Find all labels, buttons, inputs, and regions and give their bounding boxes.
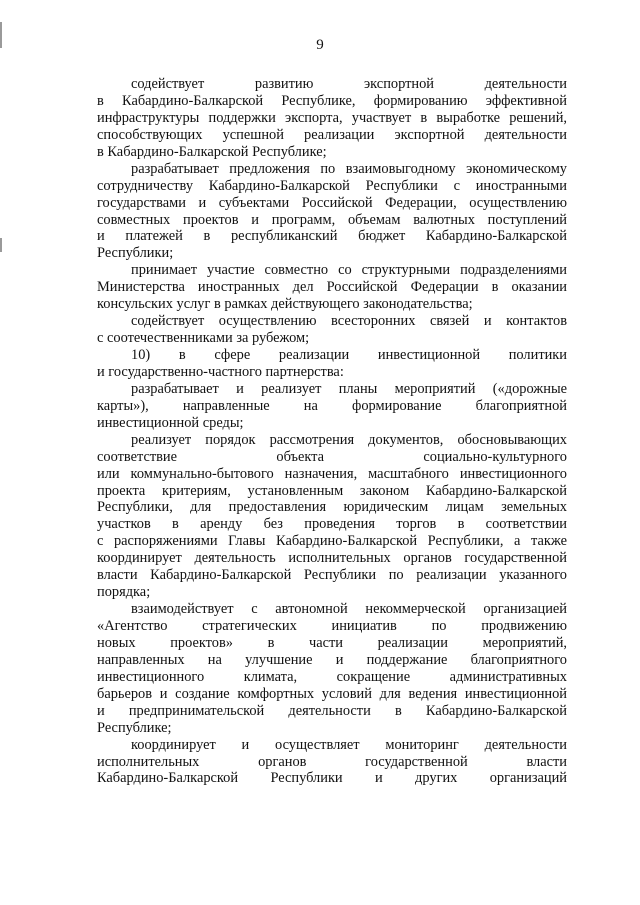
text-line: новых проектов» в части реализации мероприятий, — [97, 634, 567, 651]
page-number: 9 — [316, 37, 324, 53]
text-line: способствующих успешной реализации экспортной деятельности — [97, 126, 567, 143]
text-line: разрабатывает предложения по взаимовыгодному экономическому — [131, 160, 567, 177]
text-line: барьеров и создание комфортных условий для ведения инвестиционной — [97, 685, 567, 702]
text-line: в Кабардино-Балкарской Республике; — [97, 143, 327, 160]
text-line: проекта критериям, установленным законом Кабардино-Балкарской — [97, 482, 567, 499]
text-line: Кабардино-Балкарской Республики и других организаций — [97, 770, 567, 787]
text-line: координирует деятельность исполнительных органов государственной — [97, 550, 567, 567]
text-line: совместных проектов и программ, объемам валютных поступлений — [97, 211, 567, 228]
text-line: направленных на улучшение и поддержание благоприятного — [97, 651, 567, 668]
text-line: и платежей в республиканский бюджет Кабардино-Балкарской — [97, 228, 567, 245]
text-line: соответствие объекта социально-культурного — [97, 448, 567, 465]
text-line: содействует осуществлению всесторонних связей и контактов — [131, 313, 567, 330]
scan-edge-mark-middle — [0, 238, 2, 252]
text-line: и предпринимательской деятельности в Кабардино-Балкарской — [97, 702, 567, 719]
text-line: участков в аренду без проведения торгов в соответствии — [97, 516, 567, 533]
text-line: инвестиционной среды; — [97, 414, 244, 431]
text-line: в Кабардино-Балкарской Республике, формированию эффективной — [97, 92, 567, 109]
text-line: разрабатывает и реализует планы мероприятий («дорожные — [131, 380, 567, 397]
text-line: сотрудничеству Кабардино-Балкарской Республики с иностранными — [97, 177, 567, 194]
text-line: и государственно-частного партнерства: — [97, 363, 344, 380]
text-line: карты»), направленные на формирование благоприятной — [97, 397, 567, 414]
text-line: государствами и субъектами Российской Федерации, осуществлению — [97, 194, 567, 211]
text-line: Республики; — [97, 245, 174, 262]
text-line: или коммунально-бытового назначения, масштабного инвестиционного — [97, 465, 567, 482]
text-line: Республики, для предоставления юридическим лицам земельных — [97, 499, 567, 516]
text-line: Республике; — [97, 719, 172, 736]
text-line: исполнительных органов государственной власти — [97, 753, 567, 770]
text-line: координирует и осуществляет мониторинг деятельности — [131, 736, 567, 753]
text-line: инвестиционного климата, сокращение административных — [97, 668, 567, 685]
text-line: взаимодействует с автономной некоммерческой организацией — [131, 601, 567, 618]
text-line: содействует развитию экспортной деятельности — [131, 76, 567, 92]
text-line: Министерства иностранных дел Российской Федерации в оказании — [97, 279, 567, 296]
text-line: 10) в сфере реализации инвестиционной политики — [131, 347, 567, 363]
text-line: инфраструктуры поддержки экспорта, участвует в выработке решений, — [97, 109, 567, 126]
text-line: с распоряжениями Главы Кабардино-Балкарской Республики, а также — [97, 533, 567, 550]
text-line: власти Кабардино-Балкарской Республики по реализации указанного — [97, 567, 567, 584]
text-line: консульских услуг в рамках действующего законодательства; — [97, 296, 473, 313]
text-line: «Агентство стратегических инициатив по продвижению — [97, 618, 567, 634]
text-line: с соотечественниками за рубежом; — [97, 330, 310, 347]
text-line: реализует порядок рассмотрения документов, обосновывающих — [131, 431, 567, 448]
document-body — [97, 76, 567, 787]
text-line: принимает участие совместно со структурными подразделениями — [131, 262, 567, 279]
text-line: порядка; — [97, 584, 151, 601]
